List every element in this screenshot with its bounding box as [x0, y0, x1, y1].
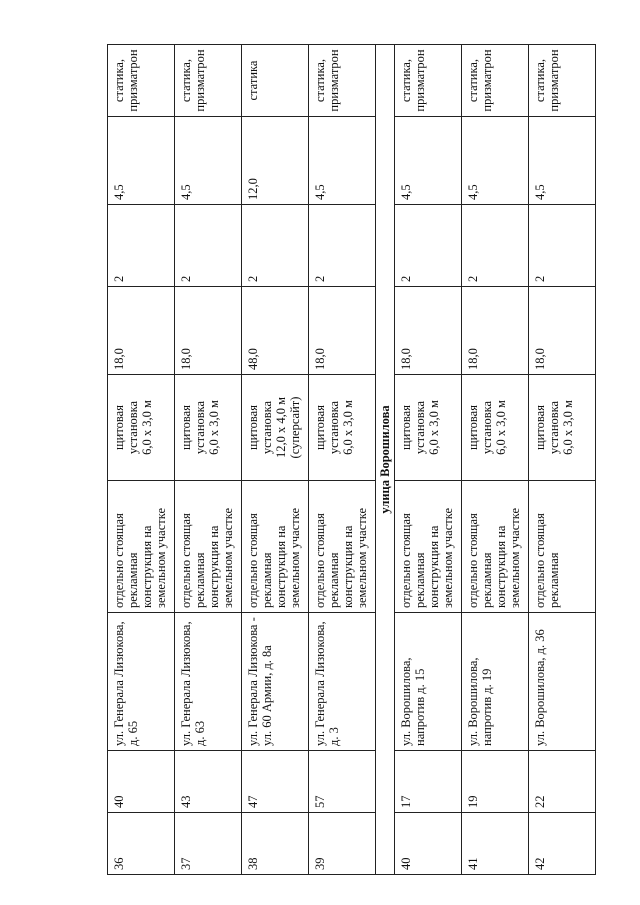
area-cell: 18,0: [108, 287, 175, 375]
structure-type-cell-line: рекламная: [126, 552, 140, 608]
side-area-cell: 4,5: [529, 117, 596, 205]
image-technology-cell: [529, 45, 596, 117]
area-cell: 18,0: [175, 287, 242, 375]
row-number: 38: [242, 813, 309, 875]
structure-type-cell: [175, 481, 242, 613]
area-cell: 18,0: [529, 287, 596, 375]
sides-count-cell: 2: [462, 205, 529, 287]
format-cell-line: щитовая установка: [533, 400, 561, 455]
structure-type-cell: [309, 481, 376, 613]
side-area-cell: 4,5: [108, 117, 175, 205]
format-cell-line: щитовая установка: [399, 400, 427, 455]
structure-type-cell-line: земельном участке: [441, 507, 455, 608]
structure-type-cell-line: земельном участке: [508, 507, 522, 608]
row-number: 39: [309, 813, 376, 875]
format-cell-line: щитовая установка: [313, 400, 341, 455]
structure-id: 17: [395, 751, 462, 813]
image-technology-cell-line: призматрон: [547, 49, 561, 112]
image-technology-cell-line: призматрон: [480, 49, 494, 112]
image-technology-cell: [242, 45, 309, 117]
image-technology-cell: [395, 45, 462, 117]
format-cell: [395, 375, 462, 481]
image-technology-cell-line: призматрон: [126, 49, 140, 112]
image-technology-cell-line: статика,: [533, 58, 547, 103]
format-cell: [242, 375, 309, 481]
table-row: [242, 45, 309, 875]
format-cell-line: 12,0 х 4,0 м: [274, 396, 288, 459]
format-cell-line: 6,0 х 3,0 м: [140, 400, 154, 455]
side-area-cell: 4,5: [309, 117, 376, 205]
format-cell: [175, 375, 242, 481]
structure-type-cell-line: отдельно стоящая: [313, 513, 327, 608]
image-technology-cell: [108, 45, 175, 117]
structure-type-cell-line: отдельно стоящая: [533, 513, 547, 608]
structure-type-cell-line: рекламная: [480, 552, 494, 608]
row-number: 42: [529, 813, 596, 875]
address-cell: ул. Ворошилова, напротив д. 15: [395, 613, 462, 751]
structure-type-cell: [529, 481, 596, 613]
area-cell: 18,0: [395, 287, 462, 375]
image-technology-cell: [175, 45, 242, 117]
structure-type-cell-line: рекламная: [260, 552, 274, 608]
side-area-cell: 4,5: [175, 117, 242, 205]
structure-type-cell-line: земельном участке: [154, 507, 168, 608]
area-cell: 18,0: [309, 287, 376, 375]
sides-count-cell: 2: [242, 205, 309, 287]
image-technology-cell-line: призматрон: [413, 49, 427, 112]
image-technology-cell: [462, 45, 529, 117]
address-cell: ул. Генерала Лизюкова, д. 3: [309, 613, 376, 751]
structure-type-cell-line: рекламная: [547, 552, 561, 608]
image-technology-cell-line: статика,: [179, 58, 193, 103]
format-cell: [309, 375, 376, 481]
table-row: [309, 45, 376, 875]
table-row: [529, 45, 596, 875]
table-body: [108, 45, 596, 875]
format-cell-line: 6,0 х 3,0 м: [494, 400, 508, 455]
structure-type-cell-line: земельном участке: [355, 507, 369, 608]
sides-count-cell: 2: [175, 205, 242, 287]
sides-count-cell: 2: [309, 205, 376, 287]
format-cell-line: 6,0 х 3,0 м: [207, 400, 221, 455]
table-row: [175, 45, 242, 875]
structure-type-cell-line: отдельно стоящая: [112, 513, 126, 608]
structure-type-cell: [108, 481, 175, 613]
address-cell: ул. Ворошилова, напротив д. 19: [462, 613, 529, 751]
street-heading-row: [376, 45, 395, 875]
structure-type-cell-line: отдельно стоящая: [246, 513, 260, 608]
structure-type-cell: [462, 481, 529, 613]
table-row: [395, 45, 462, 875]
image-technology-cell-line: статика,: [313, 58, 327, 103]
format-cell-line: 6,0 х 3,0 м: [427, 400, 441, 455]
structure-type-cell-line: земельном участке: [288, 507, 302, 608]
advertising-structures-table: [107, 44, 596, 875]
structure-id: 57: [309, 751, 376, 813]
area-cell: 48,0: [242, 287, 309, 375]
address-cell: ул. Генерала Лизюкова - ул. 60 Армии, д. 8а: [242, 613, 309, 751]
table-row: [108, 45, 175, 875]
structure-type-cell-line: конструкция на: [427, 525, 441, 608]
structure-type-cell-line: конструкция на: [341, 525, 355, 608]
structure-type-cell-line: рекламная: [193, 552, 207, 608]
area-cell: 18,0: [462, 287, 529, 375]
structure-type-cell-line: конструкция на: [274, 525, 288, 608]
structure-id: 22: [529, 751, 596, 813]
structure-id: 40: [108, 751, 175, 813]
format-cell-line: (суперсайт): [288, 396, 302, 459]
structure-type-cell-line: рекламная: [413, 552, 427, 608]
side-area-cell: 12,0: [242, 117, 309, 205]
format-cell-line: 6,0 х 3,0 м: [561, 400, 575, 455]
structure-id: 19: [462, 751, 529, 813]
format-cell-line: щитовая установка: [466, 400, 494, 455]
structure-type-cell-line: отдельно стоящая: [466, 513, 480, 608]
structure-type-cell-line: рекламная: [327, 552, 341, 608]
structure-id: 43: [175, 751, 242, 813]
structure-id: 47: [242, 751, 309, 813]
street-heading: улица Ворошилова: [376, 45, 395, 875]
structure-type-cell-line: отдельно стоящая: [179, 513, 193, 608]
structure-type-cell-line: земельном участке: [221, 507, 235, 608]
format-cell: [108, 375, 175, 481]
address-cell: ул. Ворошилова, д. 36: [529, 613, 596, 751]
row-number: 41: [462, 813, 529, 875]
structure-type-cell-line: конструкция на: [207, 525, 221, 608]
image-technology-cell-line: призматрон: [327, 49, 341, 112]
image-technology-cell-line: статика,: [112, 58, 126, 103]
sides-count-cell: 2: [395, 205, 462, 287]
image-technology-cell-line: призматрон: [193, 49, 207, 112]
format-cell-line: щитовая установка: [246, 400, 274, 455]
side-area-cell: 4,5: [395, 117, 462, 205]
format-cell-line: щитовая установка: [179, 400, 207, 455]
format-cell: [462, 375, 529, 481]
row-number: 37: [175, 813, 242, 875]
address-cell: ул. Генерала Лизюкова, д. 65: [108, 613, 175, 751]
structure-type-cell-line: конструкция на: [494, 525, 508, 608]
side-area-cell: 4,5: [462, 117, 529, 205]
format-cell-line: щитовая установка: [112, 400, 140, 455]
rotated-document-page: [107, 45, 592, 875]
sides-count-cell: 2: [108, 205, 175, 287]
address-cell: ул. Генерала Лизюкова, д. 63: [175, 613, 242, 751]
structure-type-cell: [395, 481, 462, 613]
structure-type-cell-line: конструкция на: [140, 525, 154, 608]
image-technology-cell-line: статика: [246, 60, 260, 101]
image-technology-cell-line: статика,: [466, 58, 480, 103]
image-technology-cell-line: статика,: [399, 58, 413, 103]
structure-type-cell-line: отдельно стоящая: [399, 513, 413, 608]
row-number: 40: [395, 813, 462, 875]
structure-type-cell: [242, 481, 309, 613]
format-cell: [529, 375, 596, 481]
table-row: [462, 45, 529, 875]
sides-count-cell: 2: [529, 205, 596, 287]
format-cell-line: 6,0 х 3,0 м: [341, 400, 355, 455]
image-technology-cell: [309, 45, 376, 117]
row-number: 36: [108, 813, 175, 875]
